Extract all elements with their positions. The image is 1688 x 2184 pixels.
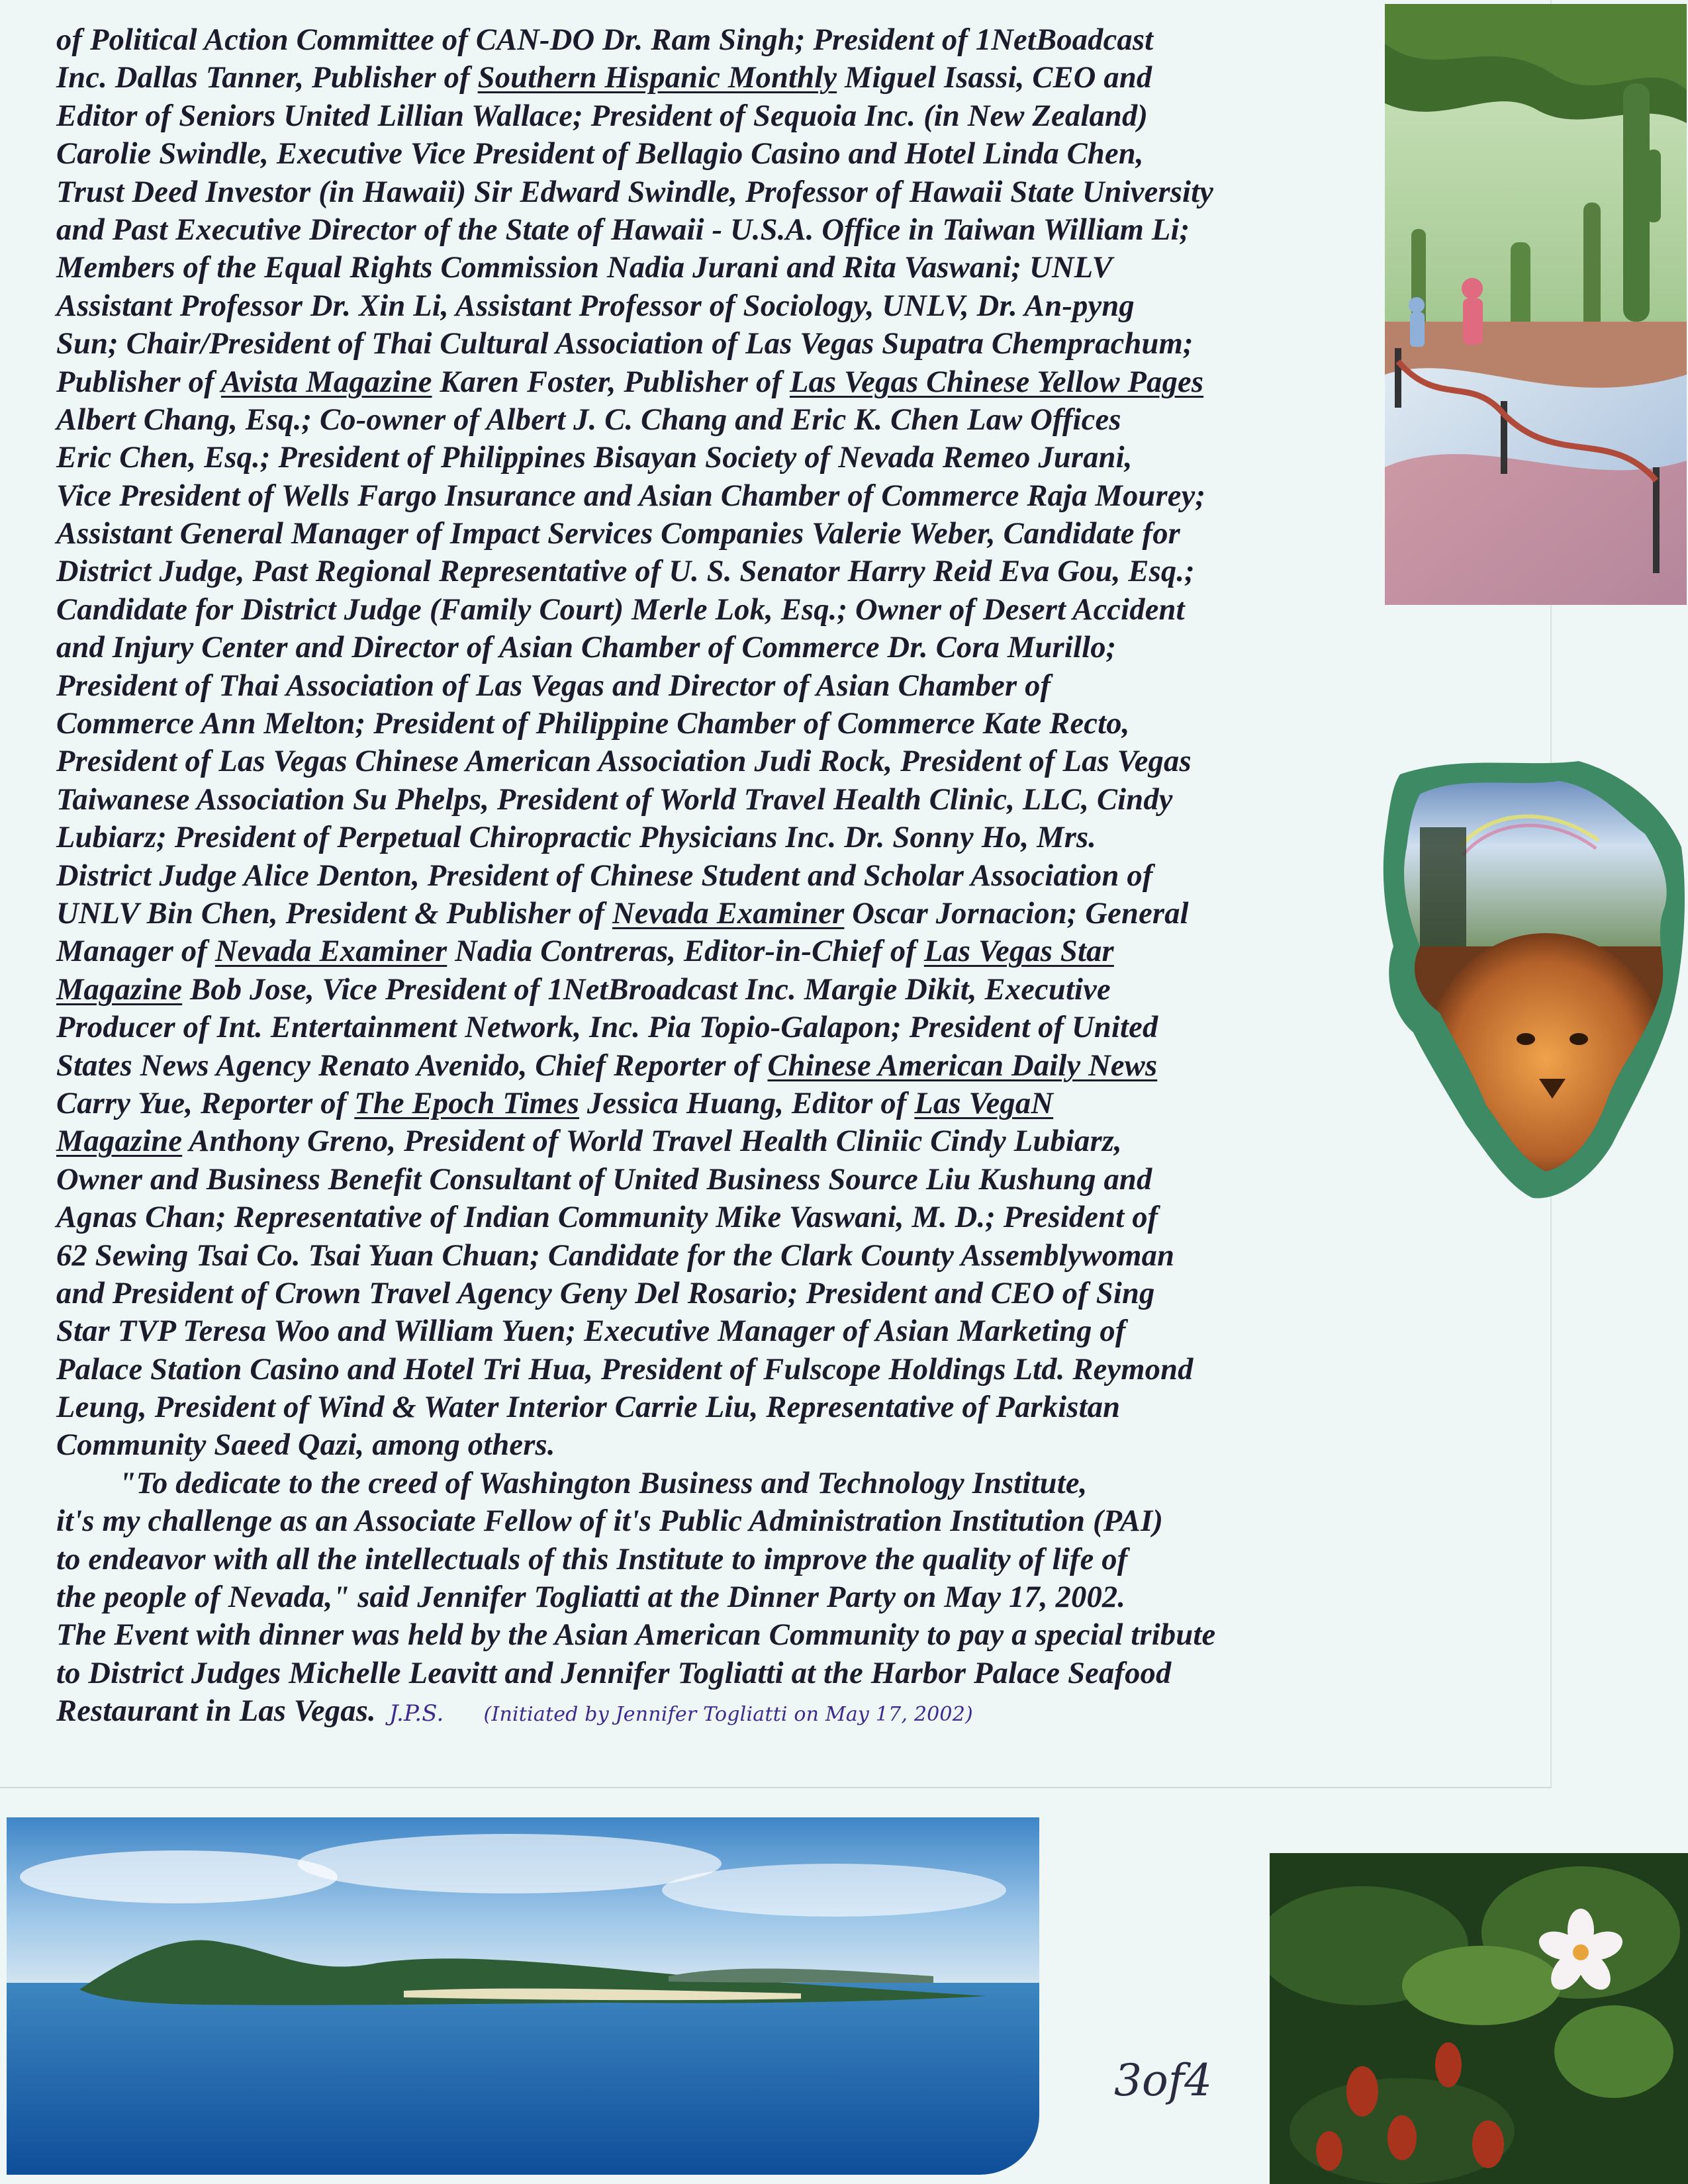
text-line: Members of the Equal Rights Commission Nadia Jurani and Rita Vaswani; UNLV [56,251,1113,285]
text-line: Owner and Business Benefit Consultant of United Business Source Liu Kushung and [56,1162,1152,1197]
text-line: Albert Chang, Esq.; Co-owner of Albert J. C. Chang and Eric K. Chen Law Offices [56,402,1121,437]
text-line: and Injury Center and Director of Asian Chamber of Commerce Dr. Cora Murillo; [56,631,1117,665]
publication-title: Las Vegas Star [923,934,1114,969]
text-line: UNLV Bin Chen, President & Publisher of Nevada Examiner Oscar Jornacion; General [56,896,1189,931]
text-line: Carry Yue, Reporter of The Epoch Times Jessica Huang, Editor of Las VegaN [56,1086,1054,1120]
text-line: and President of Crown Travel Agency Geny Del Rosario; President and CEO of Sing [56,1276,1155,1310]
text-line: Publisher of Avista Magazine Karen Foster, Publisher of Las Vegas Chinese Yellow Pages [56,365,1204,399]
text-line: Restaurant in Las Vegas. J.P.S. (Initiated by Jennifer Togliatti on May 17, 2002) [56,1694,973,1729]
handwritten-initials: J.P.S. [389,1700,444,1727]
text-line: "To dedicate to the creed of Washington Business and Technology Institute, [56,1466,1088,1500]
text-line: Lubiarz; President of Perpetual Chiropractic Physicians Inc. Dr. Sonny Ho, Mrs. [56,821,1097,855]
text-line: Vice President of Wells Fargo Insurance and Asian Chamber of Commerce Raja Mourey; [56,478,1206,513]
text-line: Magazine Bob Jose, Vice President of 1NetBroadcast Inc. Margie Dikit, Executive [56,972,1111,1007]
island-seascape-photo [7,1817,1039,2175]
text-line: President of Las Vegas Chinese American Association Judi Rock, President of Las Vegas [56,745,1192,779]
text-line: District Judge, Past Regional Representative of U. S. Senator Harry Reid Eva Gou, Esq.; [56,555,1195,589]
publication-title: Magazine [56,972,183,1007]
text-line: Magazine Anthony Greno, President of World Travel Health Cliniic Cindy Lubiarz, [56,1124,1122,1159]
text-line: Star TVP Teresa Woo and William Yuen; Executive Manager of Asian Marketing of [56,1314,1126,1349]
text-line: Leung, President of Wind & Water Interior Carrie Liu, Representative of Parkistan [56,1390,1121,1425]
flower-photo [1270,1853,1688,2184]
text-line: it's my challenge as an Associate Fellow of it's Public Administration Institution (PAI) [56,1504,1164,1539]
text-line: Agnas Chan; Representative of Indian Community Mike Vaswani, M. D.; President of [56,1201,1158,1235]
text-line: Candidate for District Judge (Family Court) Merle Lok, Esq.; Owner of Desert Accident [56,592,1185,627]
text-line: Producer of Int. Entertainment Network, Inc. Pia Topio-Galapon; President of United [56,1011,1158,1045]
publication-title: Las VegaN [914,1086,1054,1120]
text-line: to District Judges Michelle Leavitt and Jennifer Togliatti at the Harbor Palace Seafood [56,1656,1172,1690]
text-line: and Past Executive Director of the State of Hawaii - U.S.A. Office in Taiwan William Li; [56,212,1190,247]
page-number: 3of4 [1114,2055,1213,2106]
text-line: 62 Sewing Tsai Co. Tsai Yuan Chuan; Candidate for the Clark County Assemblywoman [56,1238,1175,1273]
text-line: Trust Deed Investor (in Hawaii) Sir Edward Swindle, Professor of Hawaii State University [56,175,1214,209]
text-line: Inc. Dallas Tanner, Publisher of Southern Hispanic Monthly Miguel Isassi, CEO and [56,61,1152,95]
text-line: Assistant Professor Dr. Xin Li, Assistant Professor of Sociology, UNLV, Dr. An-pyng [56,289,1135,323]
text-line: States News Agency Renato Avenido, Chief Reporter of Chinese American Daily News [56,1048,1158,1083]
publication-title: Nevada Examiner [612,896,845,931]
text-line: District Judge Alice Denton, President of Chinese Student and Scholar Association of [56,858,1153,893]
cactus-garden-photo [1385,4,1687,605]
text-line: Assistant General Manager of Impact Services Companies Valerie Weber, Candidate for [56,517,1180,551]
text-line: President of Thai Association of Las Vegas and Director of Asian Chamber of [56,668,1051,703]
publication-title: Magazine [56,1124,183,1159]
text-line: to endeavor with all the intellectuals of this Institute to improve the quality of life of [56,1542,1128,1576]
publication-title: Las Vegas Chinese Yellow Pages [789,365,1204,399]
text-line: Eric Chen, Esq.; President of Philippines Bisayan Society of Nevada Remeo Jurani, [56,441,1133,475]
text-line: Taiwanese Association Su Phelps, President of World Travel Health Clinic, LLC, Cindy [56,782,1173,817]
text-line: of Political Action Committee of CAN-DO Dr. Ram Singh; President of 1NetBoadcast [56,23,1154,57]
text-line: Carolie Swindle, Executive Vice President of Bellagio Casino and Hotel Linda Chen, [56,137,1144,171]
text-line: the people of Nevada," said Jennifer Togliatti at the Dinner Party on May 17, 2002. [56,1580,1126,1615]
text-line: Manager of Nevada Examiner Nadia Contreras, Editor-in-Chief of Las Vegas Star [56,934,1114,969]
text-line: Commerce Ann Melton; President of Philippine Chamber of Commerce Kate Recto, [56,707,1130,741]
text-line: Community Saeed Qazi, among others. [56,1428,555,1463]
publication-title: Southern Hispanic Monthly [477,61,837,95]
handwritten-note: (Initiated by Jennifer Togliatti on May 17, 2002) [483,1703,973,1727]
publication-title: The Epoch Times [354,1086,579,1120]
text-line: The Event with dinner was held by the Asian American Community to pay a special tribute [56,1618,1216,1653]
text-line: Editor of Seniors United Lillian Wallace; President of Sequoia Inc. (in New Zealand) [56,99,1149,133]
publication-title: Chinese American Daily News [767,1048,1158,1083]
article-body [56,21,1364,1731]
africa-lion-collage [1380,748,1688,1205]
publication-title: Nevada Examiner [214,934,447,969]
text-line: Sun; Chair/President of Thai Cultural Association of Las Vegas Supatra Chemprachum; [56,327,1194,361]
text-line: Palace Station Casino and Hotel Tri Hua, President of Fulscope Holdings Ltd. Reymond [56,1352,1194,1387]
publication-title: Avista Magazine [220,365,432,399]
